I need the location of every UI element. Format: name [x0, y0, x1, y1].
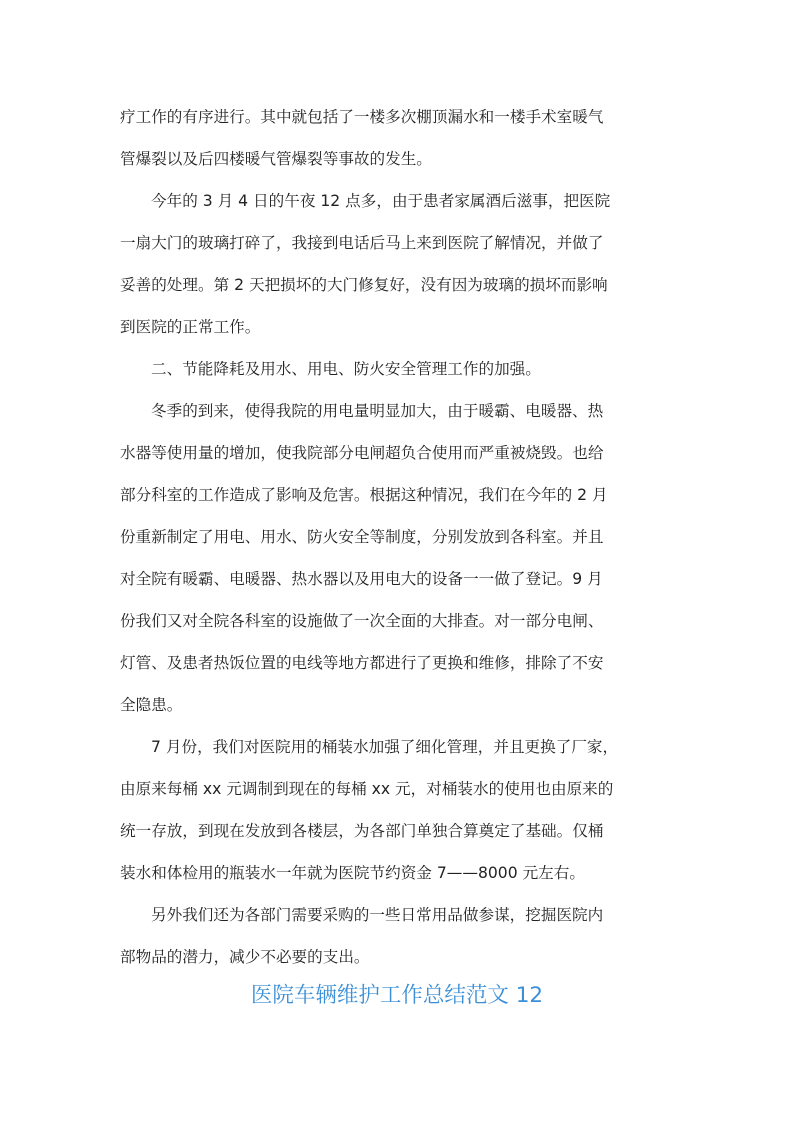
section-heading-paragraph: [120, 348, 674, 390]
text-line: 份重新制定了用电、用水、防火安全等制度，分别发放到各科室。并且: [120, 528, 604, 546]
text-line: 冬季的到来，使得我院的用电量明显加大，由于暖霸、电暖器、热: [151, 402, 604, 420]
text-line: 统一存放，到现在发放到各楼层，为各部门单独合算奠定了基础。仅桶: [120, 822, 604, 840]
text-line: 7 月份，我们对医院用的桶装水加强了细化管理，并且更换了厂家，: [151, 738, 619, 756]
text-line: 对全院有暖霸、电暖器、热水器以及用电大的设备一一做了登记。9 月: [120, 570, 603, 588]
text-line: 今年的 3 月 4 日的午夜 12 点多，由于患者家属酒后滋事，把医院: [151, 192, 611, 210]
text-line: 装水和体检用的瓶装水一年就为医院节约资金 7——8000 元左右。: [120, 864, 585, 882]
document-body: [120, 96, 674, 978]
paragraph-2: [120, 180, 674, 348]
paragraph-4: [120, 390, 674, 726]
section-title: 医院车辆维护工作总结范文 12: [250, 983, 544, 1008]
paragraph-5: [120, 726, 674, 894]
text-line: 部物品的潜力，减少不必要的支出。: [120, 948, 370, 966]
paragraph-1: [120, 96, 674, 180]
text-line: 另外我们还为各部门需要采购的一些日常用品做参谋，挖掘医院内: [151, 906, 604, 924]
paragraph-6: [120, 894, 674, 978]
text-line: 灯管、及患者热饭位置的电线等地方都进行了更换和维修，排除了不安: [120, 654, 604, 672]
text-line: 到医院的正常工作。: [120, 318, 261, 336]
text-line: 由原来每桶 xx 元调制到现在的每桶 xx 元，对桶装水的使用也由原来的: [120, 780, 614, 798]
text-line: 全隐患。: [120, 696, 183, 714]
text-line: 部分科室的工作造成了影响及危害。根据这种情况，我们在今年的 2 月: [120, 486, 608, 504]
text-line: 妥善的处理。第 2 天把损坏的大门修复好，没有因为玻璃的损坏而影响: [120, 276, 608, 294]
text-line: 疗工作的有序进行。其中就包括了一楼多次棚顶漏水和一楼手术室暖气: [120, 108, 604, 126]
text-line: 水器等使用量的增加，使我院部分电闸超负合使用而严重被烧毁。也给: [120, 444, 604, 462]
text-line: 管爆裂以及后四楼暖气管爆裂等事故的发生。: [120, 150, 432, 168]
text-line: 二、节能降耗及用水、用电、防火安全管理工作的加强。: [151, 360, 541, 378]
text-line: 份我们又对全院各科室的设施做了一次全面的大排查。对一部分电闸、: [120, 612, 604, 630]
text-line: 一扇大门的玻璃打碎了，我接到电话后马上来到医院了解情况，并做了: [120, 234, 604, 252]
